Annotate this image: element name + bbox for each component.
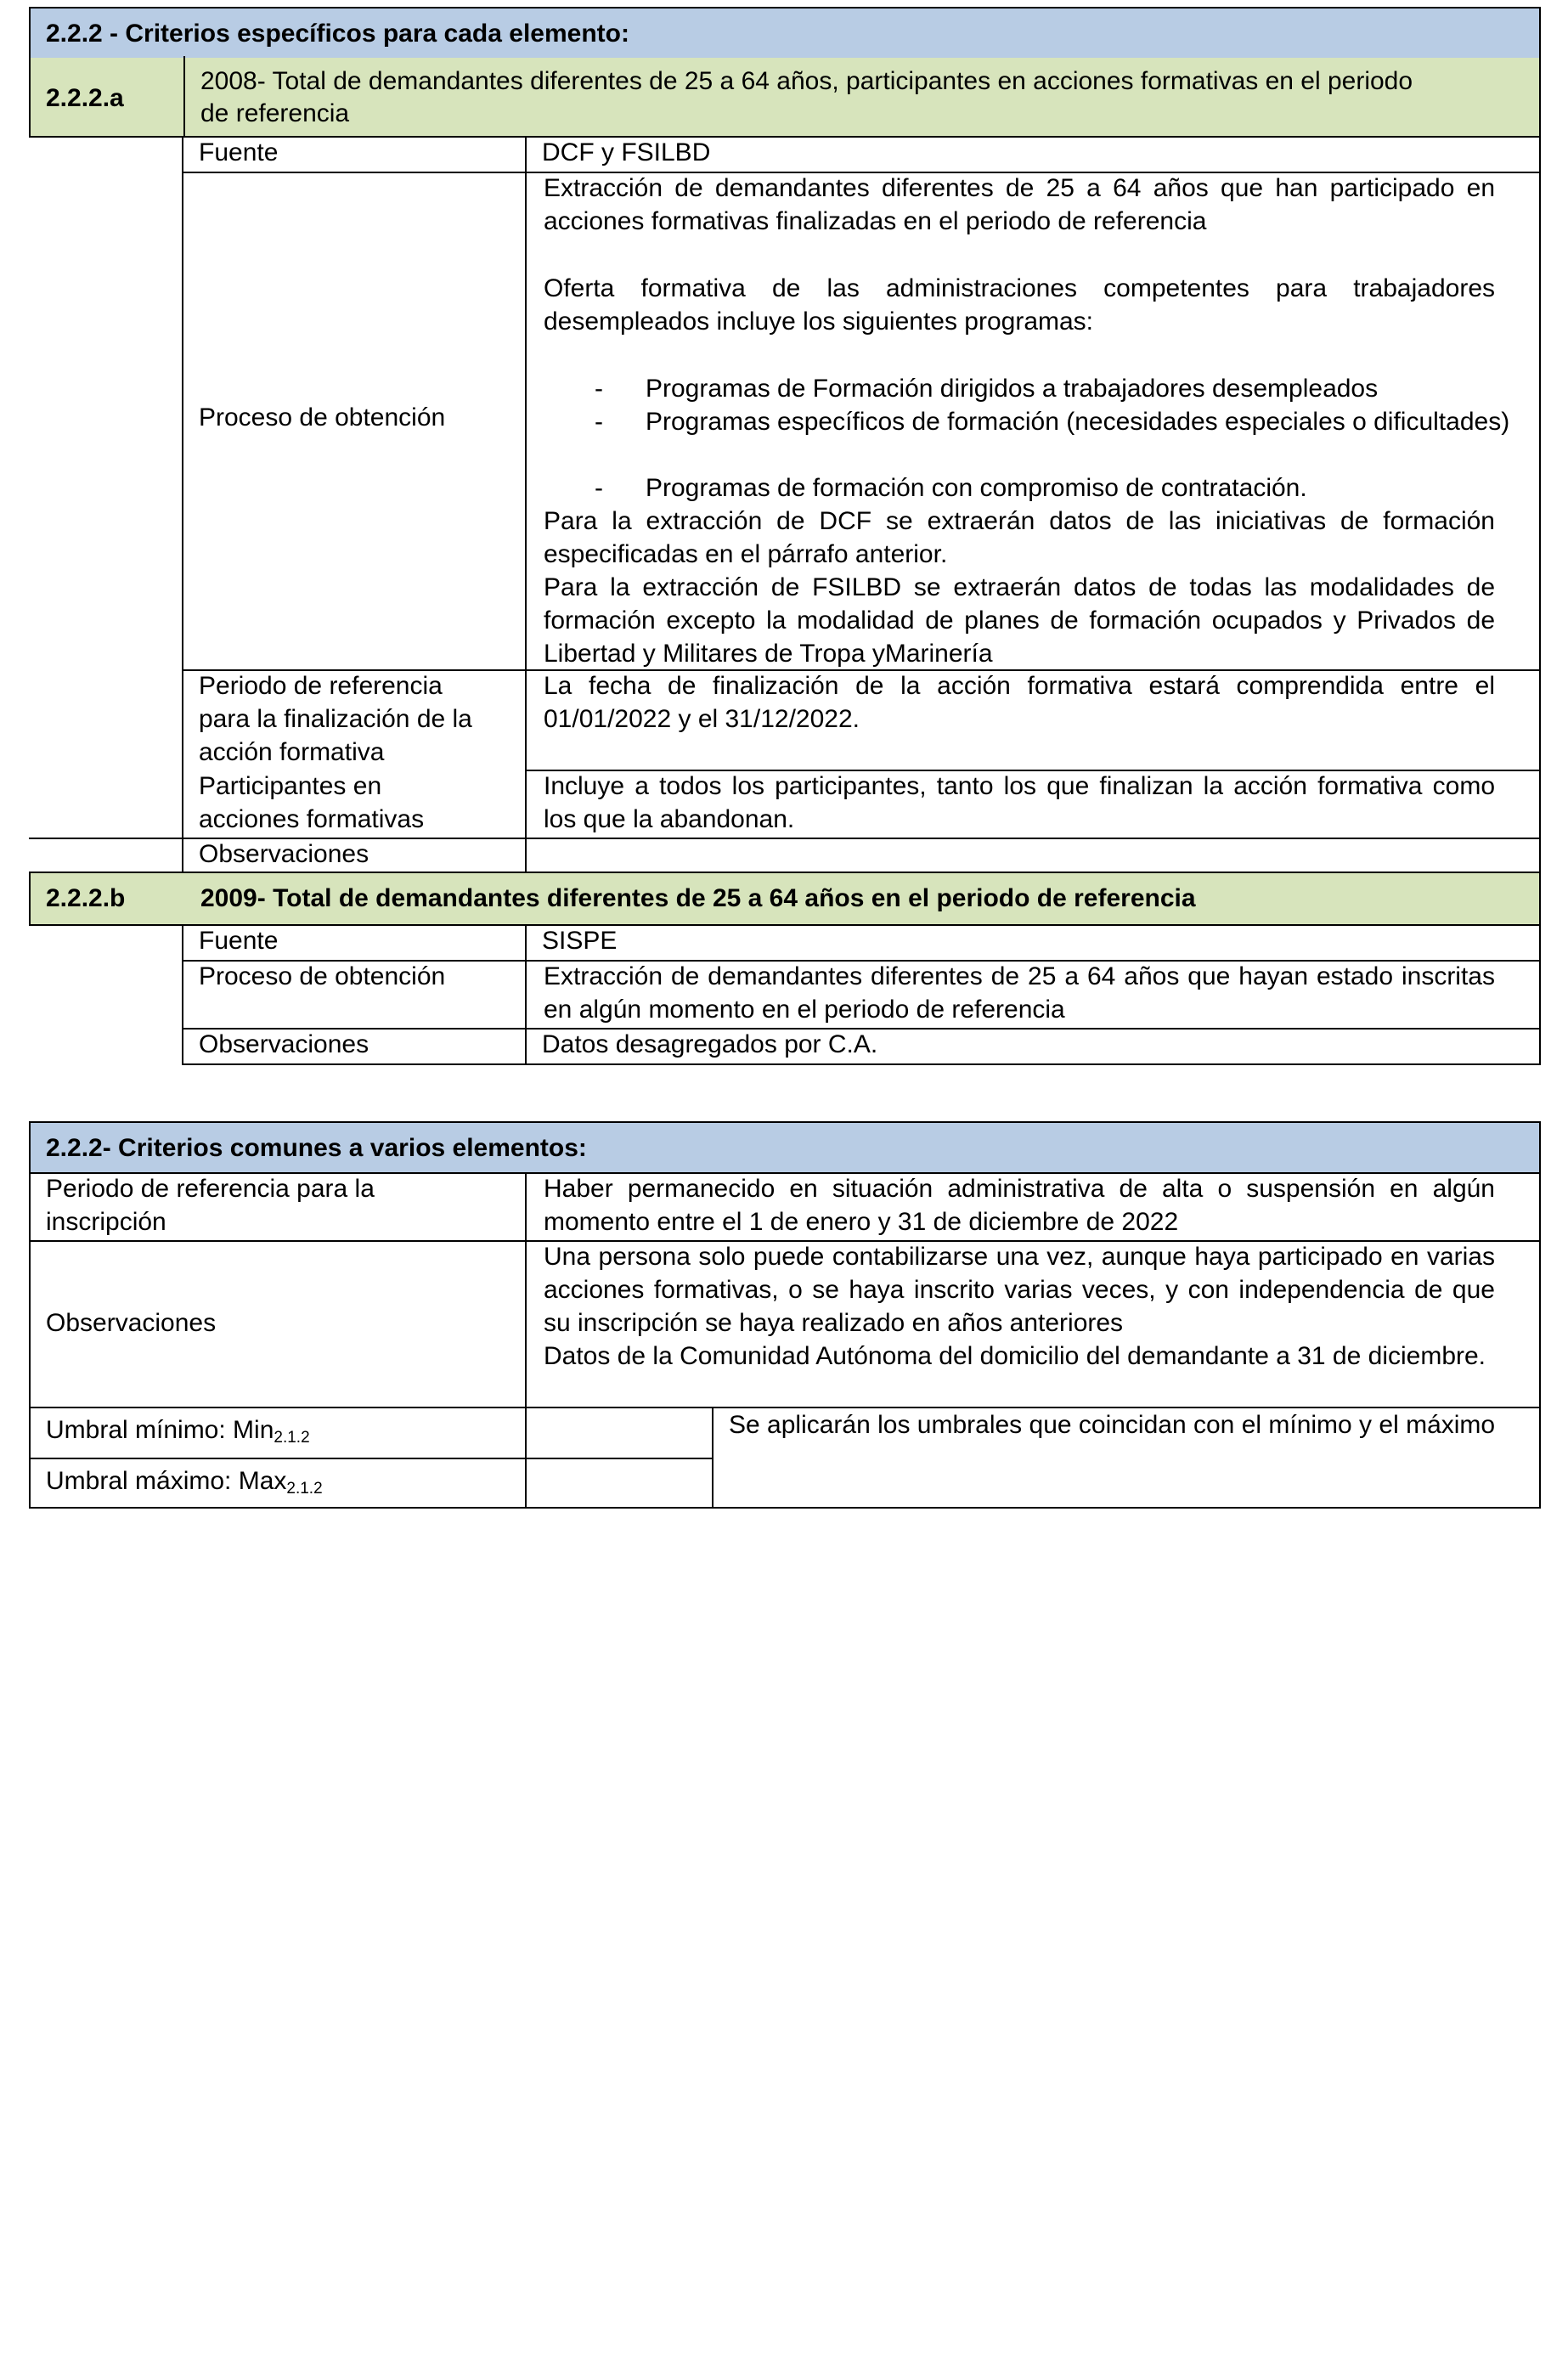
item-b-fuente-value: SISPE [542, 927, 618, 955]
umbral-min-label-text: Umbral mínimo: Min [46, 1416, 274, 1444]
item-a-bullet-3: Programas de formación con compromiso de contratación. [646, 474, 1307, 502]
item-b-proceso-label-cell [182, 960, 527, 1030]
item-b-proceso-value-cell [525, 960, 1541, 1030]
item-a-periodo-value: La fecha de finalización de la acción formativa estará comprendida entre el 01/01/2022 y el 31/12/2022. [544, 672, 1495, 733]
bullet-dash-3: - [595, 474, 603, 502]
item-b-fuente-label-cell [182, 924, 527, 962]
item-a-proceso-p2: Oferta formativa de las administraciones competentes para trabajadores desempleados incluye los siguientes programas: [544, 274, 1495, 336]
umbral-min-label [46, 1413, 310, 1454]
item-a-proceso-label-cell [182, 172, 527, 671]
item-b-observaciones-value-cell [525, 1028, 1541, 1065]
item-b-title: 2009- Total de demandantes diferentes de 25 a 64 años en el periodo de referencia [200, 884, 1196, 912]
common-observaciones-value-cell [525, 1240, 1541, 1408]
item-a-periodo-label: Periodo de referencia para la finalización de la acción formativa [199, 672, 472, 766]
item-a-periodo-value-cell [525, 669, 1541, 771]
umbral-note-cell [712, 1407, 1541, 1509]
item-a-participantes-value: Incluye a todos los participantes, tanto los que finalizan la acción formativa como los que la abandonan. [544, 772, 1495, 833]
umbral-max-label-text: Umbral máximo: Max [46, 1467, 287, 1495]
item-a-participantes-value-cell [525, 770, 1541, 839]
item-a-fuente-value-cell [525, 136, 1541, 173]
common-observaciones-label-cell [29, 1240, 527, 1408]
item-a-fuente-label-cell [182, 136, 527, 173]
umbral-min-label-cell [29, 1407, 527, 1459]
item-a-code: 2.2.2.a [46, 84, 124, 112]
umbral-max-subscript: 2.1.2 [286, 1480, 323, 1498]
umbral-min-value-cell [525, 1407, 713, 1459]
item-b-observaciones-label-cell [182, 1028, 527, 1065]
item-a-bullet-1: Programas de Formación dirigidos a trabajadores desempleados [646, 375, 1379, 403]
bullet-dash-1: - [595, 375, 603, 403]
item-a-proceso-p3: Para la extracción de DCF se extraerán datos de las iniciativas de formación especificadas en el párrafo anterior. [544, 507, 1495, 568]
common-periodo-label-cell [29, 1172, 527, 1242]
item-a-participantes-label-cell [182, 770, 527, 839]
umbral-max-value-cell [525, 1458, 713, 1509]
section-header-row [29, 7, 1541, 59]
item-a-fuente-value: DCF y FSILBD [542, 138, 711, 166]
common-observaciones-p1: Una persona solo puede contabilizarse una vez, aunque haya participado en varias acciones formativas, o se haya inscrito varias veces, y con independencia de que su inscripción se haya realizado en años anteriores [544, 1243, 1495, 1337]
common-header-row [29, 1121, 1541, 1174]
umbral-note: Se aplicarán los umbrales que coincidan con el mínimo y el máximo [729, 1411, 1496, 1439]
item-a-title-divider [183, 56, 185, 136]
item-a-title-line2: de referencia [200, 99, 350, 127]
item-b-fuente-value-cell [525, 924, 1541, 962]
umbral-max-label [46, 1464, 323, 1505]
item-a-observaciones-label-cell [182, 838, 527, 873]
item-a-observaciones-label: Observaciones [199, 840, 369, 868]
bullet-dash-2: - [595, 408, 603, 436]
item-b-code: 2.2.2.b [46, 884, 126, 912]
item-b-title-row [29, 872, 1541, 926]
section-header-title: 2.2.2 - Criterios específicos para cada elemento: [46, 20, 629, 48]
item-b-fuente-label: Fuente [199, 927, 279, 955]
item-a-title-row [29, 58, 1541, 138]
item-a-proceso-label: Proceso de obtención [199, 403, 446, 432]
item-b-proceso-label: Proceso de obtención [199, 962, 446, 990]
item-a-proceso-p1: Extracción de demandantes diferentes de 25 a 64 años que han participado en acciones formativas finalizadas en el periodo de referencia [544, 174, 1495, 235]
common-header-title: 2.2.2- Criterios comunes a varios elementos: [46, 1134, 587, 1162]
item-a-fuente-label: Fuente [199, 138, 279, 166]
item-a-proceso-p4: Para la extracción de FSILBD se extraerán datos de todas las modalidades de formación excepto la modalidad de planes de formación ocupados y Privados de Libertad y Militares de Tropa yMarinería [544, 573, 1495, 668]
item-a-proceso-value-cell [525, 172, 1541, 671]
item-b-observaciones-label: Observaciones [199, 1030, 369, 1058]
umbral-min-subscript: 2.1.2 [274, 1429, 310, 1447]
common-observaciones-label: Observaciones [46, 1309, 217, 1337]
item-a-periodo-label-cell [182, 669, 527, 771]
common-periodo-value-cell [525, 1172, 1541, 1242]
item-a-title-line1: 2008- Total de demandantes diferentes de 25 a 64 años, participantes en acciones formativas en el periodo [200, 67, 1413, 95]
item-a-bullet-2: Programas específicos de formación (necesidades especiales o dificultades) [646, 408, 1510, 436]
item-a-participantes-label: Participantes en acciones formativas [199, 772, 425, 833]
item-a-observaciones-value-cell [525, 838, 1541, 873]
common-observaciones-p2: Datos de la Comunidad Autónoma del domicilio del demandante a 31 de diciembre. [544, 1342, 1486, 1370]
common-periodo-label: Periodo de referencia para la inscripción [46, 1175, 375, 1236]
item-b-observaciones-value: Datos desagregados por C.A. [542, 1030, 878, 1058]
item-b-proceso-value: Extracción de demandantes diferentes de 25 a 64 años que hayan estado inscritas en algún momento en el periodo de referencia [544, 962, 1495, 1024]
common-periodo-value: Haber permanecido en situación administrativa de alta o suspensión en algún momento entre el 1 de enero y 31 de diciembre de 2022 [544, 1175, 1495, 1236]
umbral-max-label-cell [29, 1458, 527, 1509]
